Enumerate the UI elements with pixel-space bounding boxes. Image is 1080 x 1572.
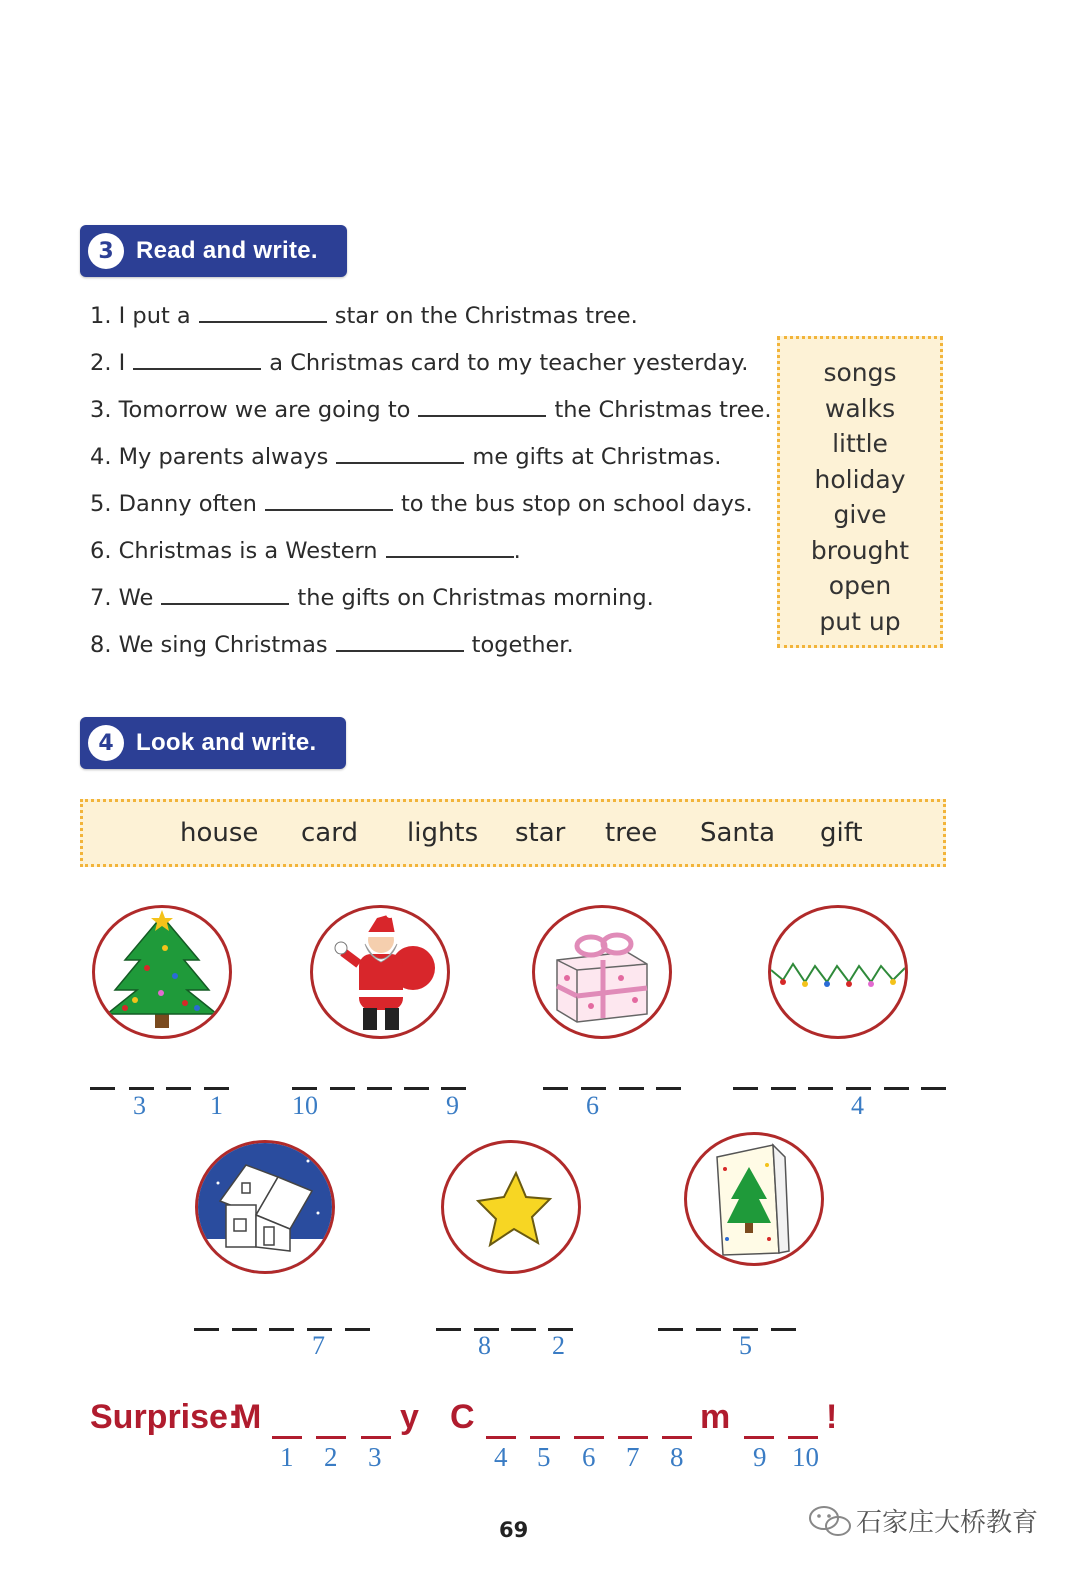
sentence-3-start: 3. Tomorrow we are going to [90,397,411,423]
watermark-text: 石家庄大桥教育 [856,1508,1039,1538]
letter-blank[interactable] [129,1087,154,1090]
surprise-number: 4 [494,1442,508,1472]
picture-gift [532,905,672,1039]
sentence-5-start: 5. Danny often [90,491,257,517]
sentence-5-blank[interactable] [265,507,393,511]
santa-icon [313,908,447,1036]
picture-star [441,1140,581,1274]
surprise-number: 1 [280,1442,294,1472]
letter-blank[interactable] [846,1087,871,1090]
sentence-5-end: to the bus stop on school days. [400,491,753,517]
sentence-2-blank[interactable] [133,366,261,370]
letter-number: 1 [210,1091,223,1120]
letter-blank[interactable] [90,1087,115,1090]
sentence-1-end: star on the Christmas tree. [334,303,638,329]
section-4-number: 4 [88,725,124,761]
surprise-blank[interactable] [361,1436,391,1439]
surprise-letter-c: C [450,1398,475,1436]
letter-blank[interactable] [543,1087,568,1090]
surprise-number: 8 [670,1442,684,1472]
sentence-3 [90,397,772,423]
star-icon [444,1143,578,1271]
wechat-icon [808,1504,852,1538]
sentence-8-end: together. [471,632,574,658]
picture-santa [310,905,450,1039]
letter-blank[interactable] [367,1087,392,1090]
letter-blank[interactable] [292,1087,317,1090]
letter-blank[interactable] [269,1328,294,1331]
letter-blank[interactable] [619,1087,644,1090]
sentence-6-blank[interactable] [386,554,514,558]
letter-blank[interactable] [166,1087,191,1090]
letter-number: 8 [478,1331,491,1360]
letter-blank[interactable] [345,1328,370,1331]
gift-icon [535,908,669,1036]
letter-number: 7 [312,1331,325,1360]
word-bank-item: open [828,571,892,600]
word-bank-item: walks [824,393,896,423]
letter-blank[interactable] [441,1087,466,1090]
sentence-1 [90,303,638,329]
surprise-number: 10 [792,1442,819,1472]
letter-blank[interactable] [232,1328,257,1331]
surprise-blank[interactable] [530,1436,560,1439]
letter-number: 2 [552,1331,565,1360]
surprise-letter-m2: m [700,1398,731,1436]
sentence-4-end: me gifts at Christmas. [472,444,722,470]
word-bank-item: star [515,818,566,848]
letter-number: 3 [133,1091,146,1120]
letter-blank[interactable] [658,1328,683,1331]
word-bank-item: brought [810,535,910,565]
sentence-7-start: 7. We [90,585,154,611]
sentence-2 [90,350,748,376]
sentence-6-start: 6. Christmas is a Western [90,538,378,564]
letter-blank[interactable] [696,1328,721,1331]
word-bank-item: tree [605,818,658,848]
surprise-exclamation: ! [826,1398,838,1436]
word-bank-item: gift [820,818,863,848]
surprise-number: 6 [582,1442,596,1472]
word-bank-item: Santa [700,818,776,848]
sentence-3-blank[interactable] [418,413,546,417]
sentence-3-end: the Christmas tree. [554,397,772,423]
watermark [808,1502,1038,1539]
letter-blank[interactable] [733,1087,758,1090]
surprise-number: 2 [324,1442,338,1472]
sentence-2-start: 2. I [90,350,126,376]
surprise-number: 3 [368,1442,382,1472]
letter-blank[interactable] [884,1087,909,1090]
sentence-8-blank[interactable] [336,648,464,652]
sentence-4-blank[interactable] [336,460,464,464]
letter-blank[interactable] [436,1328,461,1331]
sentence-6-end: . [513,538,521,564]
surprise-blank[interactable] [788,1436,818,1439]
letter-number: 10 [292,1091,318,1120]
section-3-header [80,225,347,277]
sentence-5 [90,491,753,517]
surprise-blank[interactable] [272,1436,302,1439]
picture-christmas-tree [92,905,232,1039]
surprise-letter-m: M [233,1398,262,1436]
letter-number: 6 [586,1091,599,1120]
picture-lights [768,905,908,1039]
christmas-tree-icon [95,908,229,1036]
sentence-1-start: 1. I put a [90,303,191,329]
word-bank-item: holiday [814,464,906,494]
sentence-4 [90,444,721,470]
page-number: 69 [499,1518,529,1542]
sentence-4-start: 4. My parents always [90,444,329,470]
letter-blank[interactable] [656,1087,681,1090]
picture-house [195,1140,335,1274]
word-bank-item: house [180,818,259,848]
surprise-blank[interactable] [574,1436,604,1439]
surprise-blank[interactable] [486,1436,516,1439]
card-icon [687,1135,821,1263]
section-3-number: 3 [88,233,124,269]
lights-icon [771,908,905,1036]
section-3-word-bank [777,336,943,648]
section-3-title: Read and write. [136,237,318,264]
letter-blank[interactable] [771,1087,796,1090]
word-bank-item: little [832,429,888,458]
word-bank-item: songs [823,358,897,387]
sentence-8 [90,632,574,658]
surprise-blank[interactable] [316,1436,346,1439]
surprise-label: Surprise: [90,1398,240,1436]
sentence-2-end: a Christmas card to my teacher yesterday. [269,350,749,376]
letter-blank[interactable] [581,1087,606,1090]
surprise-number: 5 [537,1442,551,1472]
letter-number: 9 [446,1091,459,1120]
surprise-letter-y: y [400,1398,419,1436]
surprise-blank[interactable] [744,1436,774,1439]
surprise-blank[interactable] [618,1436,648,1439]
word-bank-item: give [833,500,887,529]
word-bank-item: lights [407,818,479,848]
house-icon [198,1143,332,1271]
letter-blank[interactable] [771,1328,796,1331]
letter-blank[interactable] [511,1328,536,1331]
section-4-title: Look and write. [136,729,317,756]
surprise-blank[interactable] [662,1436,692,1439]
surprise-number: 7 [626,1442,640,1472]
letter-blank[interactable] [194,1328,219,1331]
letter-number: 5 [739,1331,752,1360]
sentence-8-start: 8. We sing Christmas [90,632,328,658]
letter-number: 4 [851,1091,864,1120]
picture-card [684,1132,824,1266]
letter-blank[interactable] [330,1087,355,1090]
word-bank-item: put up [819,606,901,636]
sentence-7 [90,585,654,611]
section-4-word-bank [80,799,946,867]
letter-blank[interactable] [921,1087,946,1090]
surprise-number: 9 [753,1442,767,1472]
letter-blank[interactable] [404,1087,429,1090]
section-4-header [80,717,346,769]
word-bank-item: card [301,818,358,848]
sentence-1-blank[interactable] [199,319,327,323]
sentence-6 [90,538,521,564]
sentence-7-blank[interactable] [161,601,289,605]
letter-blank[interactable] [808,1087,833,1090]
letter-blank[interactable] [204,1087,229,1090]
sentence-7-end: the gifts on Christmas morning. [297,585,654,611]
